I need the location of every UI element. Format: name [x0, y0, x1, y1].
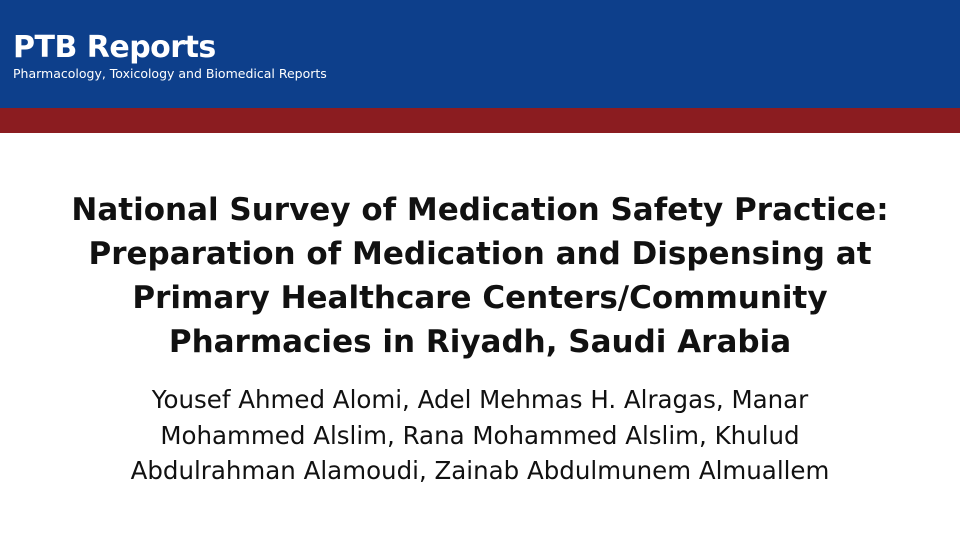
title-line: Primary Healthcare Centers/Community [132, 280, 828, 316]
journal-logo-subtitle: Pharmacology, Toxicology and Biomedical Reports [13, 66, 327, 81]
accent-band [0, 108, 960, 133]
author-line: Mohammed Alslim, Rana Mohammed Alslim, Khulud [160, 420, 800, 450]
title-line: Preparation of Medication and Dispensing at [88, 236, 872, 272]
title-line: National Survey of Medication Safety Practice: [71, 192, 889, 228]
author-line: Yousef Ahmed Alomi, Adel Mehmas H. Alragas, Manar [151, 385, 809, 414]
header-bar [0, 0, 960, 108]
author-list [0, 382, 960, 489]
slide-title [0, 188, 960, 364]
journal-logo-title: PTB Reports [13, 30, 216, 65]
title-line: Pharmacies in Riyadh, Saudi Arabia [168, 324, 792, 360]
author-line: Abdulrahman Alamoudi, Zainab Abdulmunem Almuallem [130, 456, 830, 485]
